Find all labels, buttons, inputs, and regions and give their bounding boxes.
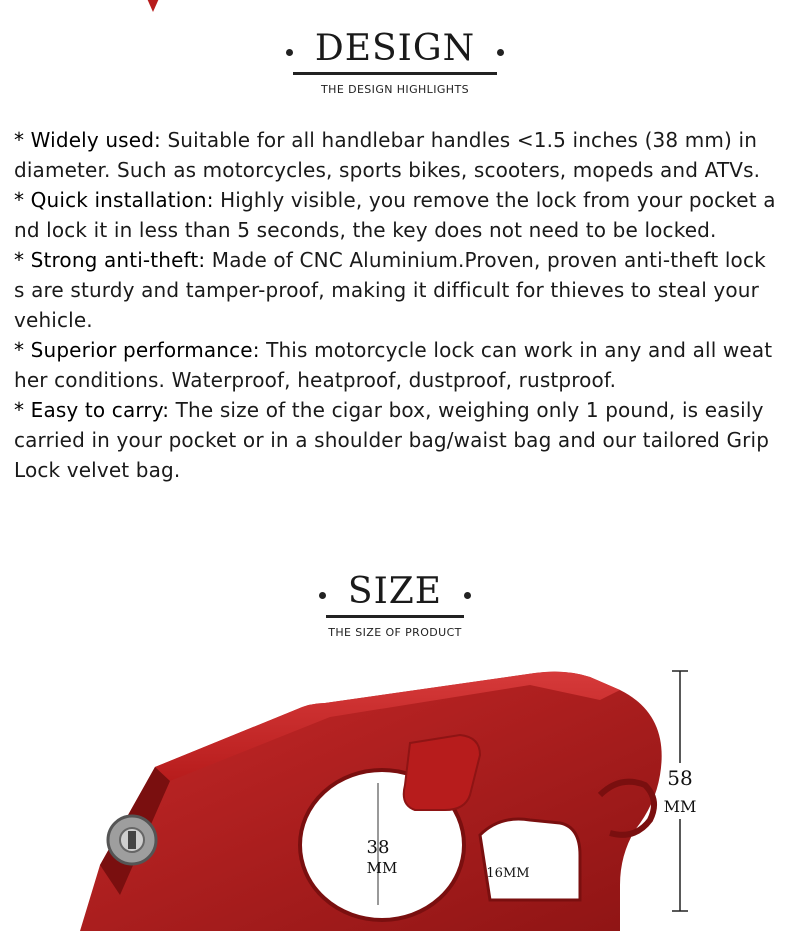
- feature-item: [14, 185, 776, 245]
- slot-dimension: [486, 866, 529, 881]
- size-section-header: [0, 573, 790, 639]
- feature-label: * Superior performance:: [14, 338, 260, 362]
- top-triangle-mark: [145, 0, 161, 12]
- product-dimension-figure: [60, 655, 770, 931]
- slot-value: 16MM: [486, 866, 530, 881]
- design-section-header: [0, 30, 790, 96]
- height-dimension: [664, 671, 698, 911]
- feature-text: Made of CNC Aluminium.Proven, proven anti-theft locks are sturdy and tamper-proof, making it difficult for thieves to steal your vehicle.: [14, 248, 766, 332]
- height-unit: MM: [663, 797, 697, 816]
- feature-text: Suitable for all handlebar handles <1.5 inches (38 mm) in diameter. Such as motorcycles, sports bikes, scooters, mopeds and ATVs.: [14, 128, 761, 182]
- feature-item: [14, 335, 776, 395]
- feature-item: [14, 245, 776, 335]
- bore-value: 38: [366, 837, 390, 858]
- right-dot-icon: [464, 592, 471, 599]
- feature-text: Highly visible, you remove the lock from your pocket and lock it in less than 5 seconds, the key does not need to be locked.: [14, 188, 776, 242]
- feature-list: [14, 125, 776, 485]
- feature-label: * Strong anti-theft:: [14, 248, 206, 272]
- feature-item: [14, 125, 776, 185]
- size-subheading: THE SIZE OF PRODUCT: [328, 625, 462, 639]
- feature-label: * Quick installation:: [14, 188, 214, 212]
- feature-label: * Easy to carry:: [14, 398, 170, 422]
- design-heading: DESIGN: [293, 30, 497, 75]
- right-dot-icon: [497, 49, 504, 56]
- design-subheading: THE DESIGN HIGHLIGHTS: [321, 82, 469, 96]
- height-value: 58: [667, 766, 693, 790]
- left-dot-icon: [286, 49, 293, 56]
- left-dot-icon: [319, 592, 326, 599]
- feature-text: This motorcycle lock can work in any and all weather conditions. Waterproof, heatproof, dustproof, rustproof.: [14, 338, 773, 392]
- feature-text: The size of the cigar box, weighing only 1 pound, is easily carried in your pocket or in a shoulder bag/waist bag and our tailored Grip Lock velvet bag.: [14, 398, 770, 482]
- feature-item: [14, 395, 776, 485]
- bore-unit: MM: [366, 859, 398, 877]
- grip-lock-image: [80, 672, 662, 931]
- feature-label: * Widely used:: [14, 128, 161, 152]
- size-heading: SIZE: [326, 573, 464, 618]
- lever-slot: [480, 819, 580, 900]
